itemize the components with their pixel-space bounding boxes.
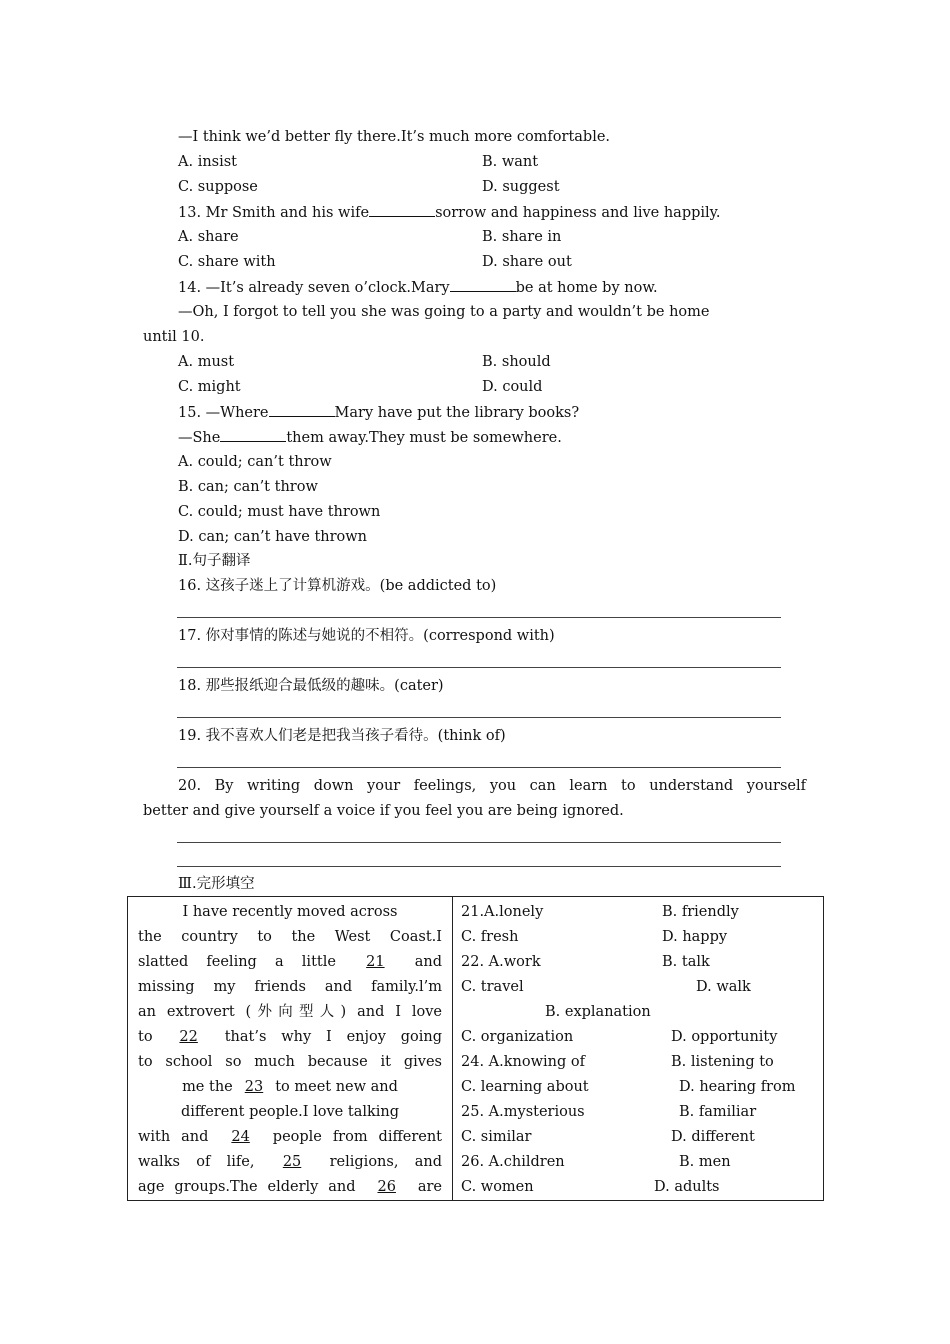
- blank-25: 25: [282, 1154, 302, 1170]
- option-22a: 22. A.work: [461, 954, 541, 970]
- cloze-options: [453, 897, 824, 1201]
- q15-option-c: C. could; must have thrown: [178, 504, 381, 520]
- q13-stem-b: sorrow and happiness and live happily.: [435, 205, 721, 221]
- q13-option-b: B. share in: [482, 229, 562, 245]
- passage-text: slatted feeling a little: [138, 954, 336, 970]
- passage-line: [138, 1125, 442, 1150]
- q12-option-c: C. suppose: [178, 179, 258, 195]
- option-22c: C. travel: [461, 979, 524, 995]
- passage-text: to meet new and: [275, 1079, 398, 1095]
- answer-blank: [269, 402, 335, 417]
- option-22b: B. talk: [662, 954, 710, 970]
- option-23c: C. organization: [461, 1029, 574, 1045]
- option-26c: C. women: [461, 1179, 534, 1195]
- blank-23: 23: [244, 1079, 264, 1095]
- blank-26: 26: [377, 1179, 396, 1195]
- passage-line: missing my friends and family.l’m: [138, 979, 442, 995]
- q18-prompt: 18. 那些报纸迎合最低级的趣味。(cater): [178, 678, 444, 694]
- answer-line: [177, 667, 781, 668]
- q15-stem-a: 15. —Where: [178, 405, 269, 421]
- answer-blank: [450, 277, 516, 292]
- passage-line: the country to the West Coast.I: [138, 929, 442, 945]
- option-26d: D. adults: [654, 1179, 720, 1195]
- answer-blank: [369, 202, 435, 217]
- q14-stem-a: 14. —It’s already seven o’clock.Mary: [178, 280, 450, 296]
- option-25a: 25. A.mysterious: [461, 1104, 585, 1120]
- passage-text: walks of life,: [138, 1154, 255, 1170]
- q12-option-a: A. insist: [178, 154, 238, 170]
- q14-option-a: A. must: [178, 354, 235, 370]
- q14-reply: —Oh, I forgot to tell you she was going to a party and wouldn’t be home: [178, 304, 710, 320]
- blank-22: 22: [179, 1029, 198, 1045]
- cloze-table: [127, 896, 824, 1201]
- q13-option-d: D. share out: [482, 254, 572, 270]
- option-22d: D. walk: [696, 979, 751, 995]
- option-25b: B. familiar: [679, 1104, 757, 1120]
- option-row: [453, 950, 823, 975]
- passage-text: me the: [182, 1079, 233, 1095]
- option-row: [453, 1100, 823, 1125]
- q12-line: —I think we’d better fly there.It’s much more comfortable.: [178, 129, 611, 145]
- q14-option-c: C. might: [178, 379, 241, 395]
- option-26a: 26. A.children: [461, 1154, 565, 1170]
- option-23b: B. explanation: [545, 1004, 651, 1020]
- passage-line: to school so much because it gives: [138, 1054, 442, 1070]
- passage-line: [138, 1150, 442, 1175]
- option-26b: B. men: [679, 1154, 731, 1170]
- q14-stem: [178, 277, 658, 298]
- passage-line: different people.I love talking: [180, 1104, 400, 1120]
- option-row: [453, 975, 823, 1000]
- q14-option-b: B. should: [482, 354, 551, 370]
- answer-line: [177, 842, 781, 843]
- passage-line: [138, 1175, 442, 1200]
- q13-stem-a: 13. Mr Smith and his wife: [178, 205, 370, 221]
- option-24a: 24. A.knowing of: [461, 1054, 585, 1070]
- q15-reply: [178, 427, 562, 448]
- q15-stem-b: Mary have put the library books?: [334, 405, 580, 421]
- option-row: [453, 925, 823, 950]
- passage-line: [138, 1025, 442, 1050]
- option-row: [453, 1175, 823, 1200]
- answer-line: [177, 866, 781, 867]
- q13-stem: [178, 202, 721, 223]
- answer-blank: [220, 427, 286, 442]
- q15-reply-a: —She: [178, 430, 221, 446]
- section-2-title: Ⅱ.句子翻译: [178, 553, 251, 569]
- option-row: [453, 1125, 823, 1150]
- passage-line: [138, 950, 442, 975]
- q15-stem: [178, 402, 579, 423]
- q15-option-b: B. can; can’t throw: [178, 479, 318, 495]
- q14-option-d: D. could: [482, 379, 543, 395]
- passage-text: people from different: [272, 1129, 443, 1145]
- passage-line: I have recently moved across: [182, 904, 398, 920]
- q14-reply-cont: until 10.: [143, 329, 205, 345]
- option-24b: B. listening to: [671, 1054, 774, 1070]
- option-21c: C. fresh: [461, 929, 519, 945]
- answer-line: [177, 617, 781, 618]
- cloze-passage: [128, 897, 453, 1201]
- option-21d: D. happy: [662, 929, 728, 945]
- option-row: [453, 1025, 823, 1050]
- option-row: [453, 1150, 823, 1175]
- passage-text: age groups.The elderly and: [138, 1179, 356, 1195]
- q13-option-a: A. share: [178, 229, 239, 245]
- q15-option-a: A. could; can’t throw: [178, 454, 332, 470]
- option-row: [453, 1075, 823, 1100]
- option-row: [453, 900, 823, 925]
- answer-line: [177, 717, 781, 718]
- q12-option-d: D. suggest: [482, 179, 560, 195]
- passage-text: and: [414, 954, 443, 970]
- section-3-title: Ⅲ.完形填空: [178, 876, 255, 892]
- q14-stem-b: be at home by now.: [515, 280, 658, 296]
- blank-21: 21: [366, 954, 385, 970]
- option-21a: 21.A.lonely: [461, 904, 544, 920]
- q17-prompt: 17. 你对事情的陈述与她说的不相符。(correspond with): [178, 628, 555, 644]
- passage-text: with and: [138, 1129, 209, 1145]
- q12-option-b: B. want: [482, 154, 539, 170]
- passage-text: are: [417, 1179, 443, 1195]
- q20-prompt-cont: better and give yourself a voice if you feel you are being ignored.: [143, 803, 624, 819]
- q19-prompt: 19. 我不喜欢人们老是把我当孩子看待。(think of): [178, 728, 506, 744]
- passage-line: an extrovert (外向型人) and I love: [138, 1004, 442, 1020]
- option-25d: D. different: [671, 1129, 755, 1145]
- passage-line: [138, 1075, 442, 1100]
- q20-prompt: 20. By writing down your feelings, you can learn to understand yourself: [178, 778, 806, 794]
- passage-text: to: [138, 1029, 153, 1045]
- option-25c: C. similar: [461, 1129, 532, 1145]
- option-23d: D. opportunity: [671, 1029, 778, 1045]
- q16-prompt: 16. 这孩子迷上了计算机游戏。(be addicted to): [178, 578, 497, 594]
- answer-line: [177, 767, 781, 768]
- passage-text: that’s why I enjoy going: [224, 1029, 443, 1045]
- q13-option-c: C. share with: [178, 254, 276, 270]
- option-row: [453, 1000, 823, 1025]
- option-24d: D. hearing from: [679, 1079, 796, 1095]
- option-row: [453, 1050, 823, 1075]
- option-21b: B. friendly: [662, 904, 739, 920]
- q15-reply-b: them away.They must be somewhere.: [286, 430, 562, 446]
- option-24c: C. learning about: [461, 1079, 589, 1095]
- q15-option-d: D. can; can’t have thrown: [178, 529, 368, 545]
- passage-text: religions, and: [329, 1154, 443, 1170]
- blank-24: 24: [231, 1129, 250, 1145]
